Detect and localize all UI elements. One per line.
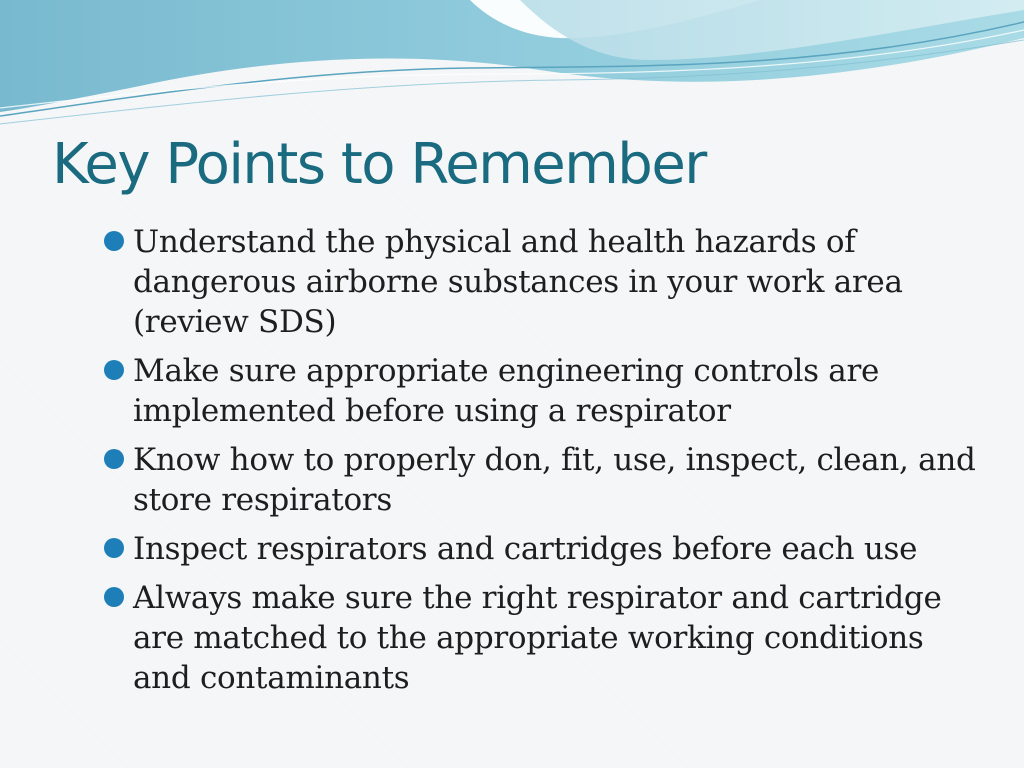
list-item — [104, 440, 984, 520]
bullet-dot-icon — [104, 360, 124, 380]
header-wave-decoration — [0, 0, 1024, 130]
bullet-dot-icon — [104, 587, 124, 607]
bullet-list — [104, 222, 984, 707]
bullet-text: Make sure appropriate engineering controls are implemented before using a respirator — [133, 353, 880, 429]
list-item — [104, 578, 984, 698]
list-item — [104, 222, 984, 342]
bullet-text: Inspect respirators and cartridges before each use — [133, 531, 918, 567]
bullet-dot-icon — [104, 231, 124, 251]
list-item — [104, 529, 984, 569]
bullet-text: Know how to properly don, fit, use, inspect, clean, and store respirators — [133, 442, 976, 518]
bullet-dot-icon — [104, 538, 124, 558]
slide-title: Key Points to Remember — [52, 132, 706, 197]
bullet-text: Understand the physical and health hazards of dangerous airborne substances in your work area (review SDS) — [133, 224, 903, 340]
bullet-text: Always make sure the right respirator and cartridge are matched to the appropriate working conditions and contaminants — [133, 580, 942, 696]
list-item — [104, 351, 984, 431]
bullet-dot-icon — [104, 449, 124, 469]
